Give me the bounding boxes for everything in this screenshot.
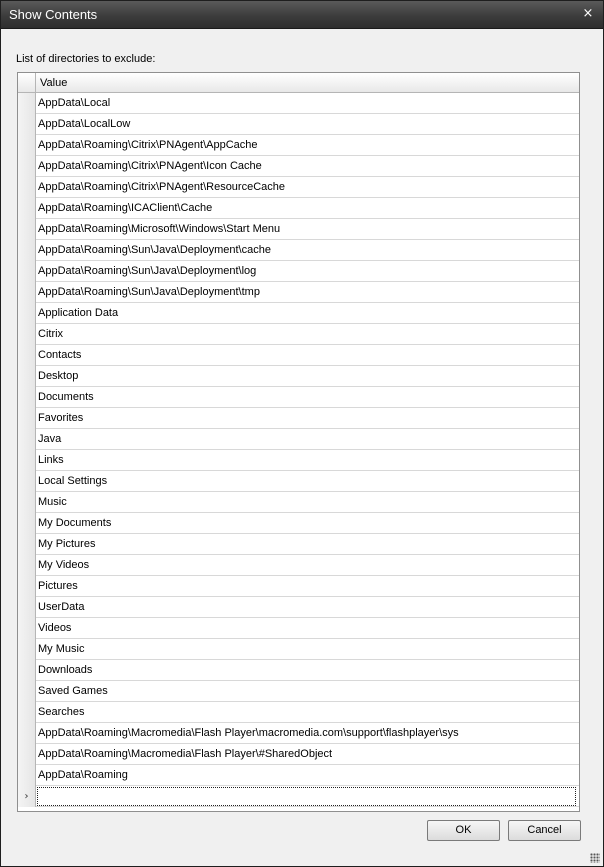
table-row[interactable] <box>18 597 579 618</box>
value-cell[interactable]: Videos <box>38 622 72 634</box>
row-selector[interactable] <box>18 471 36 492</box>
value-cell[interactable]: Searches <box>38 706 85 718</box>
value-cell[interactable]: Documents <box>38 391 94 403</box>
table-row[interactable] <box>18 534 579 555</box>
row-selector[interactable] <box>18 723 36 744</box>
table-row[interactable] <box>18 324 579 345</box>
table-row[interactable] <box>18 303 579 324</box>
header-row-selector[interactable] <box>18 73 36 93</box>
table-row[interactable] <box>18 513 579 534</box>
value-cell[interactable]: AppData\Roaming\Citrix\PNAgent\ResourceCache <box>38 181 286 193</box>
value-cell[interactable]: AppData\Roaming\Citrix\PNAgent\Icon Cache <box>38 160 262 172</box>
row-selector[interactable] <box>18 765 36 786</box>
table-row[interactable] <box>18 765 579 786</box>
row-selector[interactable] <box>18 93 36 114</box>
value-cell[interactable]: AppData\Roaming\Sun\Java\Deployment\tmp <box>38 286 260 298</box>
value-cell[interactable]: AppData\Roaming\Citrix\PNAgent\AppCache <box>38 139 258 151</box>
row-selector[interactable] <box>18 744 36 765</box>
table-row[interactable] <box>18 408 579 429</box>
close-icon[interactable]: × <box>582 6 594 21</box>
row-selector[interactable] <box>18 513 36 534</box>
value-cell[interactable]: AppData\Roaming\Macromedia\Flash Player\macromedia.com\support\flashplayer\sys <box>38 727 459 739</box>
table-row[interactable] <box>18 576 579 597</box>
exclude-directories-grid[interactable] <box>17 72 580 812</box>
table-row[interactable] <box>18 261 579 282</box>
table-row[interactable] <box>18 198 579 219</box>
value-cell[interactable]: Contacts <box>38 349 82 361</box>
value-cell[interactable]: AppData\Roaming <box>38 769 128 781</box>
row-selector[interactable] <box>18 681 36 702</box>
row-selector[interactable] <box>18 240 36 261</box>
value-cell[interactable]: My Pictures <box>38 538 96 550</box>
row-selector[interactable] <box>18 639 36 660</box>
value-cell[interactable]: AppData\LocalLow <box>38 118 131 130</box>
row-selector[interactable] <box>18 156 36 177</box>
table-row[interactable] <box>18 366 579 387</box>
row-selector[interactable] <box>18 135 36 156</box>
table-row[interactable] <box>18 240 579 261</box>
row-selector[interactable] <box>18 366 36 387</box>
table-row[interactable] <box>18 282 579 303</box>
table-row[interactable] <box>18 723 579 744</box>
table-row[interactable] <box>18 702 579 723</box>
grid-rows <box>18 93 579 807</box>
row-selector[interactable] <box>18 177 36 198</box>
row-selector[interactable] <box>18 492 36 513</box>
value-cell[interactable]: Links <box>38 454 64 466</box>
value-cell[interactable]: My Documents <box>38 517 112 529</box>
value-cell[interactable]: Application Data <box>38 307 119 319</box>
value-cell[interactable]: UserData <box>38 601 85 613</box>
row-selector[interactable] <box>18 702 36 723</box>
row-selector[interactable] <box>18 345 36 366</box>
cancel-button[interactable]: Cancel <box>508 820 581 841</box>
row-selector[interactable] <box>18 219 36 240</box>
window-title: Show Contents <box>9 7 98 22</box>
row-selector[interactable] <box>18 198 36 219</box>
row-selector[interactable] <box>18 429 36 450</box>
value-cell[interactable]: Java <box>38 433 62 445</box>
row-selector[interactable] <box>18 387 36 408</box>
value-cell[interactable]: AppData\Local <box>38 97 111 109</box>
table-row[interactable] <box>18 135 579 156</box>
table-row[interactable] <box>18 681 579 702</box>
row-selector[interactable] <box>18 534 36 555</box>
table-row[interactable] <box>18 450 579 471</box>
table-row[interactable] <box>18 660 579 681</box>
resize-grip-icon[interactable] <box>590 853 600 863</box>
value-cell[interactable]: AppData\Roaming\Sun\Java\Deployment\cache <box>38 244 271 256</box>
table-row[interactable] <box>18 639 579 660</box>
grid-header <box>18 73 579 93</box>
row-selector[interactable] <box>18 261 36 282</box>
exclude-list-label: List of directories to exclude: <box>16 53 156 65</box>
table-row[interactable] <box>18 156 579 177</box>
table-row[interactable] <box>18 492 579 513</box>
row-selector[interactable] <box>18 555 36 576</box>
column-header-value[interactable]: Value <box>40 77 68 89</box>
table-row[interactable] <box>18 618 579 639</box>
table-row[interactable] <box>18 114 579 135</box>
value-cell[interactable]: My Videos <box>38 559 90 571</box>
value-cell[interactable]: Desktop <box>38 370 79 382</box>
row-selector[interactable] <box>18 324 36 345</box>
table-row[interactable] <box>18 744 579 765</box>
row-selector[interactable] <box>18 303 36 324</box>
new-row[interactable] <box>18 786 579 807</box>
table-row[interactable] <box>18 219 579 240</box>
table-row[interactable] <box>18 177 579 198</box>
table-row[interactable] <box>18 429 579 450</box>
row-selector[interactable] <box>18 618 36 639</box>
row-selector[interactable] <box>18 408 36 429</box>
row-selector[interactable] <box>18 576 36 597</box>
table-row[interactable] <box>18 471 579 492</box>
row-selector[interactable] <box>18 282 36 303</box>
value-cell[interactable]: AppData\Roaming\ICAClient\Cache <box>38 202 213 214</box>
row-selector[interactable] <box>18 597 36 618</box>
value-cell[interactable]: Favorites <box>38 412 84 424</box>
value-cell[interactable]: Citrix <box>38 328 64 340</box>
table-row[interactable] <box>18 345 579 366</box>
new-value-cell[interactable] <box>37 787 576 806</box>
table-row[interactable] <box>18 387 579 408</box>
row-selector[interactable] <box>18 114 36 135</box>
row-selector[interactable] <box>18 660 36 681</box>
value-cell[interactable]: My Music <box>38 643 85 655</box>
value-cell[interactable]: AppData\Roaming\Sun\Java\Deployment\log <box>38 265 257 277</box>
table-row[interactable] <box>18 93 579 114</box>
row-selector[interactable] <box>18 450 36 471</box>
value-cell[interactable]: Pictures <box>38 580 78 592</box>
value-cell[interactable]: Local Settings <box>38 475 108 487</box>
ok-button[interactable]: OK <box>427 820 500 841</box>
value-cell[interactable]: Downloads <box>38 664 93 676</box>
value-cell[interactable]: Music <box>38 496 67 508</box>
title-bar[interactable] <box>1 1 603 29</box>
value-cell[interactable]: AppData\Roaming\Microsoft\Windows\Start Menu <box>38 223 281 235</box>
value-cell[interactable]: AppData\Roaming\Macromedia\Flash Player\#SharedObject <box>38 748 333 760</box>
table-row[interactable] <box>18 555 579 576</box>
new-row-indicator-icon: › <box>18 786 36 807</box>
value-cell[interactable]: Saved Games <box>38 685 108 697</box>
